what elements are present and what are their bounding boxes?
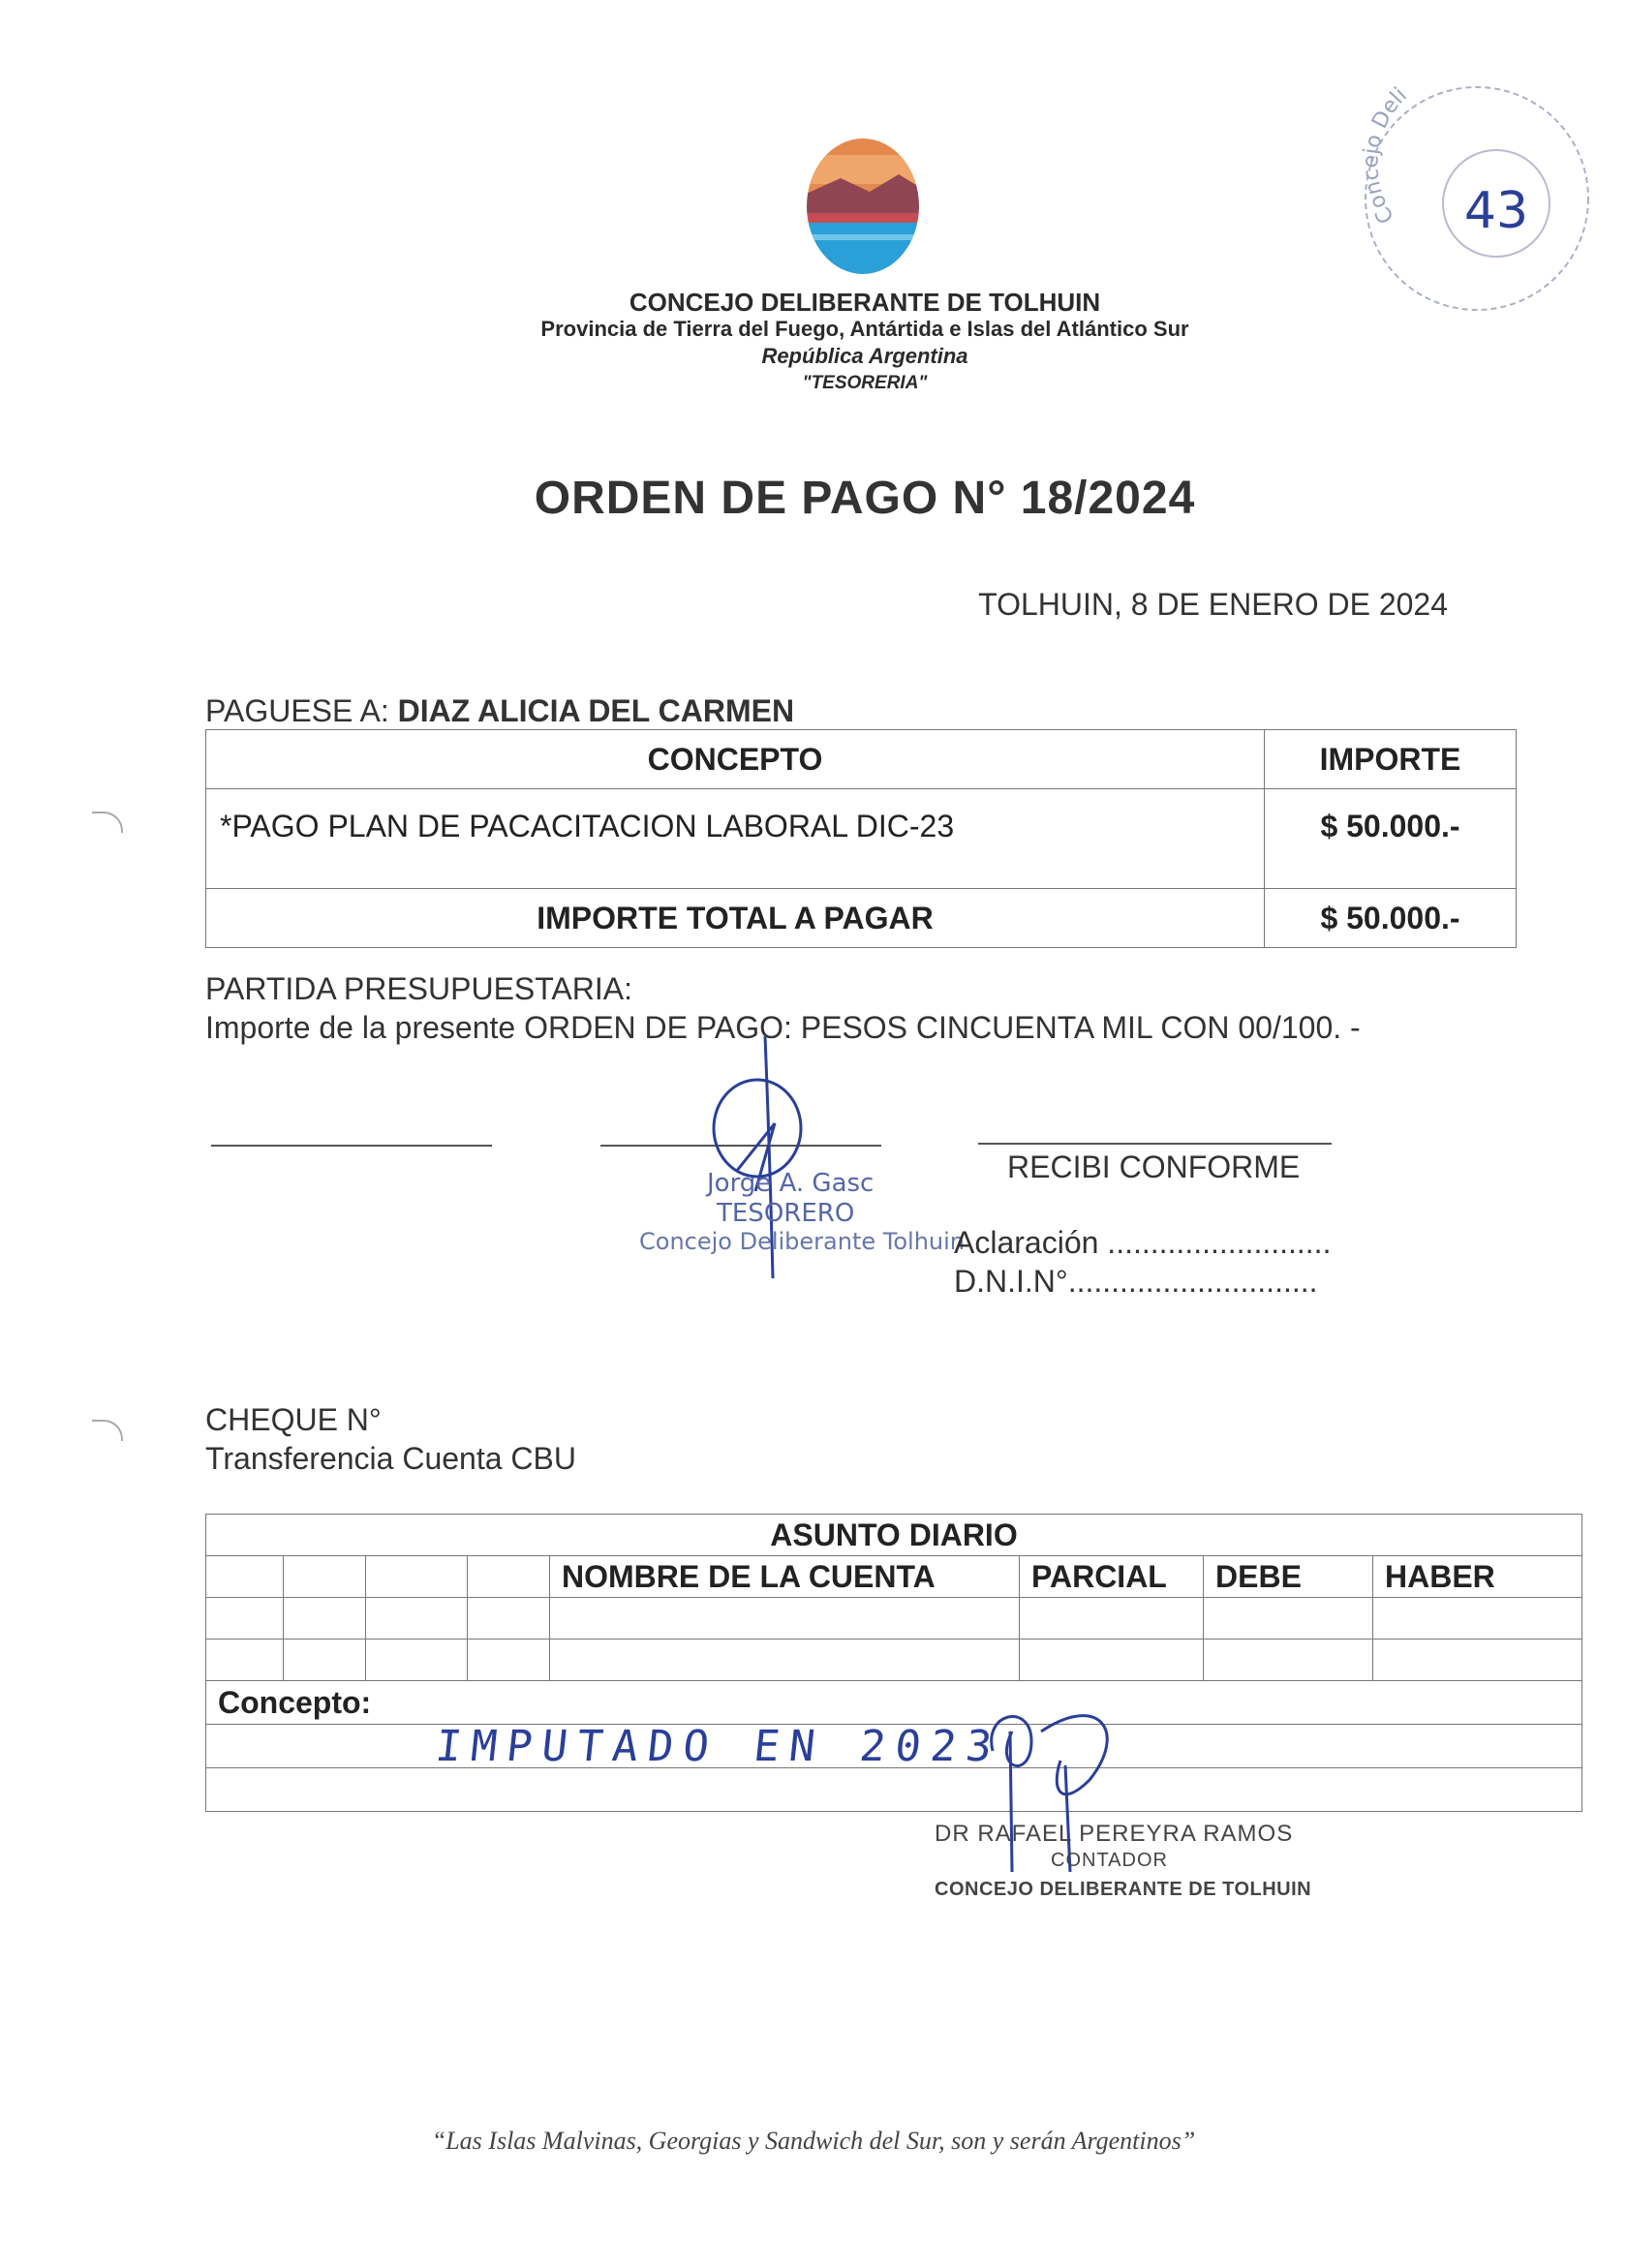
cheque-label: CHEQUE N° bbox=[205, 1402, 382, 1437]
seal-text: Concejo Deli bbox=[1359, 82, 1412, 229]
cell-blank bbox=[284, 1556, 366, 1598]
cell-blank bbox=[206, 1556, 284, 1598]
contador-name: DR RAFAEL PEREYRA RAMOS bbox=[935, 1821, 1294, 1847]
payee-line bbox=[205, 693, 794, 729]
tesorero-name: Jorge A. Gasc bbox=[707, 1169, 875, 1198]
col-debe: DEBE bbox=[1204, 1556, 1373, 1598]
department-name: "TESORERIA" bbox=[802, 373, 928, 393]
asunto-title: ASUNTO DIARIO bbox=[206, 1515, 1582, 1556]
cell-blank bbox=[468, 1640, 550, 1681]
transferencia-label: Transferencia Cuenta CBU bbox=[205, 1441, 576, 1476]
contador-org: CONCEJO DELIBERANTE DE TOLHUIN bbox=[935, 1879, 1312, 1900]
signature-line-right bbox=[978, 1143, 1332, 1145]
cell-blank bbox=[1204, 1598, 1373, 1640]
total-importe: $ 50.000.- bbox=[1265, 889, 1517, 948]
concepto-handwritten: IMPUTADO EN 2023 bbox=[433, 1722, 1004, 1771]
cell-blank bbox=[1204, 1640, 1373, 1681]
cell-blank bbox=[468, 1598, 550, 1640]
cell-blank bbox=[284, 1640, 366, 1681]
received-seal bbox=[1351, 73, 1603, 324]
margin-mark-top bbox=[92, 812, 123, 833]
margin-mark-bottom bbox=[92, 1420, 123, 1441]
cell-blank bbox=[1020, 1598, 1204, 1640]
org-name: CONCEJO DELIBERANTE DE TOLHUIN bbox=[629, 288, 1101, 317]
document-title: ORDEN DE PAGO N° 18/2024 bbox=[534, 473, 1196, 524]
cell-blank bbox=[550, 1640, 1020, 1681]
cell-blank bbox=[206, 1640, 284, 1681]
cell-blank bbox=[366, 1598, 468, 1640]
province-name: Provincia de Tierra del Fuego, Antártida e Islas del Atlántico Sur bbox=[540, 317, 1189, 341]
council-logo bbox=[802, 136, 924, 277]
place-date: TOLHUIN, 8 DE ENERO DE 2024 bbox=[978, 587, 1448, 622]
recibi-conforme: RECIBI CONFORME bbox=[1007, 1149, 1301, 1184]
footer-motto: “Las Islas Malvinas, Georgias y Sandwich del Sur, son y serán Argentinos” bbox=[431, 2127, 1196, 2155]
payment-table bbox=[205, 729, 1517, 948]
tesorero-role: TESORERO bbox=[717, 1199, 855, 1228]
cell-blank bbox=[1020, 1640, 1204, 1681]
cell-blank bbox=[468, 1556, 550, 1598]
contador-role: CONTADOR bbox=[1051, 1850, 1168, 1871]
dni-field: D.N.I.N°............................. bbox=[954, 1264, 1318, 1299]
republic-name: República Argentina bbox=[761, 344, 968, 368]
cell-blank bbox=[206, 1768, 1582, 1812]
cell-blank bbox=[1373, 1598, 1582, 1640]
signature-line-left bbox=[211, 1145, 492, 1147]
payee-name: DIAZ ALICIA DEL CARMEN bbox=[397, 693, 795, 728]
tesorero-org: Concejo Deliberante Tolhuin bbox=[639, 1228, 965, 1255]
partida-label: PARTIDA PRESUPUESTARIA: bbox=[205, 971, 632, 1006]
col-concepto: CONCEPTO bbox=[206, 730, 1265, 789]
item-concepto: *PAGO PLAN DE PACACITACION LABORAL DIC-23 bbox=[206, 789, 1265, 889]
importe-text: Importe de la presente ORDEN DE PAGO: PESOS CINCUENTA MIL CON 00/100. - bbox=[205, 1010, 1361, 1045]
col-haber: HABER bbox=[1373, 1556, 1582, 1598]
cell-blank bbox=[284, 1598, 366, 1640]
cell-blank bbox=[366, 1556, 468, 1598]
cell-blank bbox=[550, 1598, 1020, 1640]
cell-blank bbox=[1373, 1640, 1582, 1681]
total-label: IMPORTE TOTAL A PAGAR bbox=[206, 889, 1265, 948]
item-importe: $ 50.000.- bbox=[1265, 789, 1517, 889]
aclaracion-field: Aclaración .......................... bbox=[954, 1225, 1332, 1260]
cell-blank bbox=[366, 1640, 468, 1681]
svg-text:Concejo Deli bbox=[1359, 83, 1412, 228]
concepto-label: Concepto: bbox=[206, 1681, 1582, 1725]
col-importe: IMPORTE bbox=[1265, 730, 1517, 789]
payee-label: PAGUESE A: bbox=[205, 693, 389, 728]
col-nombre-cuenta: NOMBRE DE LA CUENTA bbox=[550, 1556, 1020, 1598]
col-parcial: PARCIAL bbox=[1020, 1556, 1204, 1598]
seal-number: 43 bbox=[1463, 182, 1529, 240]
cell-blank bbox=[206, 1598, 284, 1640]
